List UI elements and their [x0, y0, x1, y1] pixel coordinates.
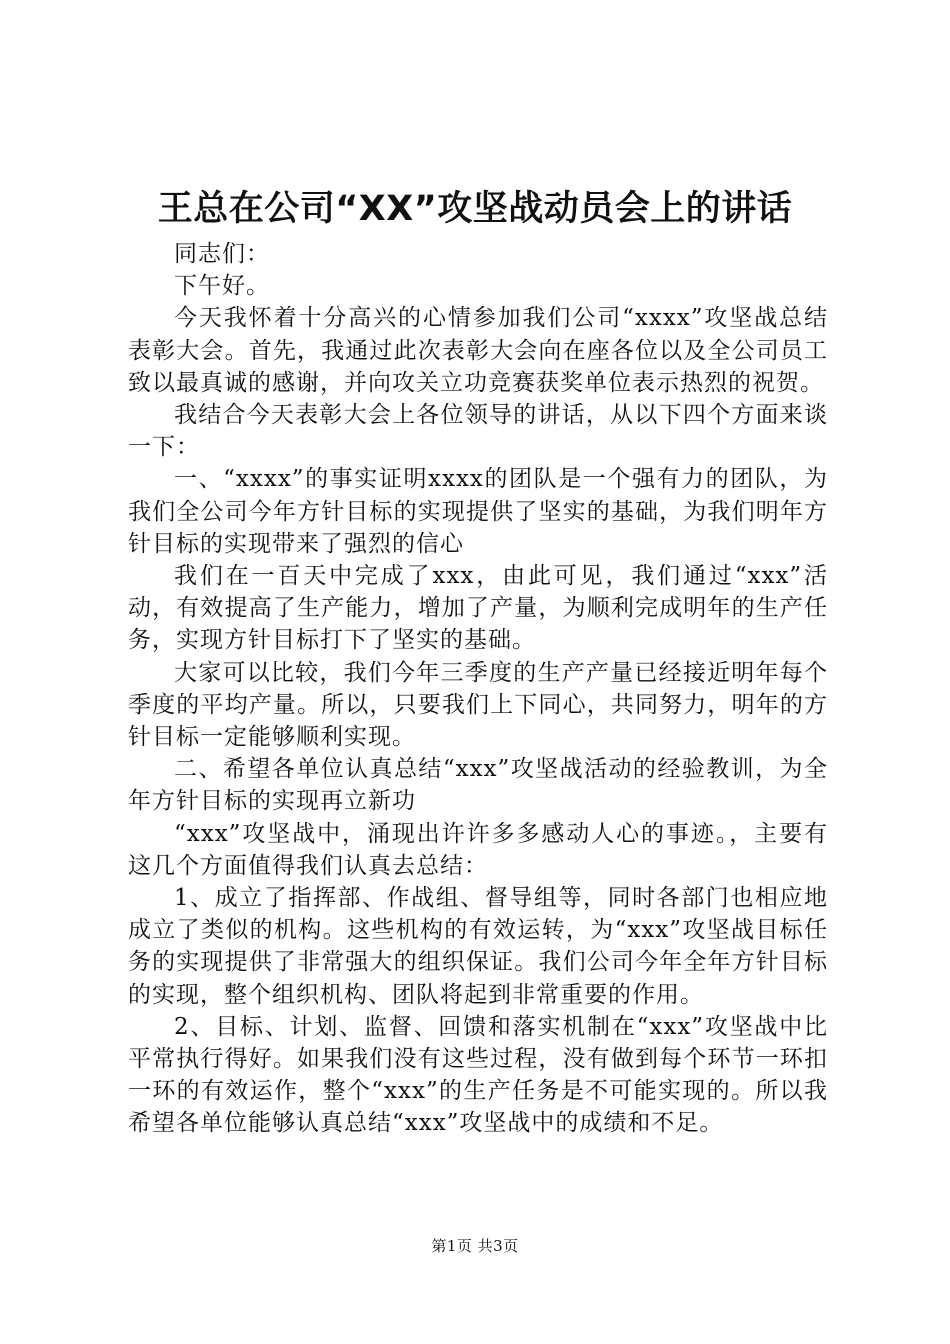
paragraph-point-2: 2、目标、计划、监督、回馈和落实机制在“xxx”攻坚战中比平常执行得好。如果我们没有这些过程，没有做到每个环节一环扣一环的有效运作，整个“xxx”的生产任务是不可能实现的。所以我希望各单位能够认真总结“xxx”攻坚战中的成绩和不足。 — [128, 1013, 828, 1137]
paragraph-point-1: 1、成立了指挥部、作战组、督导组等，同时各部门也相应地成立了类似的机构。这些机构的有效运转，为“xxx”攻坚战目标任务的实现提供了非常强大的组织保证。我们公司今年全年方针目标的实现，整个组织机构、团队将起到非常重要的作用。 — [128, 885, 828, 1008]
paragraph-greeting: 下午好。 — [174, 273, 270, 300]
paragraph-intro: 今天我怀着十分高兴的心情参加我们公司“xxxx”攻坚战总结表彰大会。首先，我通过此次表彰大会向在座各位以及全公司员工致以最真诚的感谢，并向攻关立功竞赛获奖单位表示热烈的祝贺。 — [128, 305, 828, 396]
paragraph-section-one-body-1: 我们在一百天中完成了xxx，由此可见，我们通过“xxx”活动，有效提高了生产能力，增加了产量，为顺利完成明年的生产任务，实现方针目标打下了坚实的基础。 — [128, 563, 828, 654]
document-title: 王总在公司“XX”攻坚战动员会上的讲话 — [157, 189, 793, 229]
paragraph-section-one-heading: 一、“xxxx”的事实证明xxxx的团队是一个强有力的团队，为我们全公司今年方针目标的实现提供了坚实的基础，为我们明年方针目标的实现带来了强烈的信心 — [128, 466, 828, 557]
paragraph-section-two-intro: “xxx”攻坚战中，涌现出许许多多感动人心的事迹。，主要有这几个方面值得我们认真去总结： — [128, 820, 828, 879]
paragraph-section-two-heading: 二、希望各单位认真总结“xxx”攻坚战活动的经验教训，为全年方针目标的实现再立新功 — [128, 756, 828, 815]
document-body — [128, 238, 828, 1140]
paragraph-outline: 我结合今天表彰大会上各位领导的讲话，从以下四个方面来谈一下： — [128, 402, 828, 461]
page-number-footer: 第1页 共3页 — [431, 1237, 519, 1255]
paragraph-salutation: 同志们： — [174, 241, 270, 267]
paragraph-section-one-body-2: 大家可以比较，我们今年三季度的生产产量已经接近明年每个季度的平均产量。所以，只要我们上下同心，共同努力，明年的方针目标一定能够顺利实现。 — [128, 659, 828, 751]
